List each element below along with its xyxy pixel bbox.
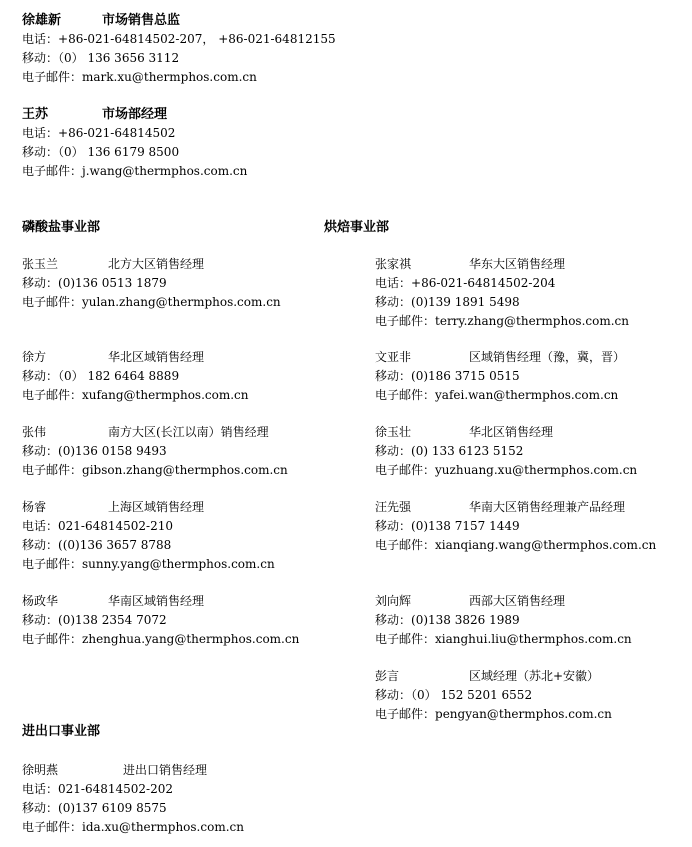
line-label: 电话： — [22, 782, 59, 796]
contact-name: 徐雄新 — [22, 13, 62, 28]
contact-line — [22, 818, 244, 837]
line-value: （0） 182 6464 8889 — [58, 369, 180, 383]
contact-line — [22, 274, 281, 293]
line-value: (0)137 6109 8575 — [58, 801, 167, 815]
contact-header — [22, 105, 247, 124]
line-value: 021-64814502-210 — [58, 519, 174, 533]
contact-line — [375, 367, 625, 386]
contact-line — [22, 367, 248, 386]
contact-line-mobile — [22, 143, 247, 162]
contact-phosphate-2 — [22, 423, 288, 480]
contact-header — [22, 498, 275, 517]
line-value[interactable]: yulan.zhang@thermphos.com.cn — [82, 295, 281, 309]
line-label: 电话： — [22, 32, 59, 46]
line-label: 电子邮件： — [22, 463, 83, 477]
line-label: 移动： — [22, 538, 59, 552]
line-value[interactable]: sunny.yang@thermphos.com.cn — [82, 557, 275, 571]
line-value: +86-021-64814502 — [58, 126, 176, 140]
contact-line — [22, 555, 275, 574]
line-label: 电子邮件： — [22, 164, 83, 178]
line-value: 021-64814502-202 — [58, 782, 174, 796]
contact-title: 华南区域销售经理 — [108, 594, 205, 608]
line-value[interactable]: j.wang@thermphos.com.cn — [82, 164, 248, 178]
line-value: (0)136 0158 9493 — [58, 444, 167, 458]
line-label: 电话： — [22, 126, 59, 140]
contact-name: 文亚非 — [375, 350, 412, 364]
contact-line — [22, 780, 244, 799]
line-label: 电子邮件： — [375, 388, 436, 402]
contact-title: 南方大区(长江以南）销售经理 — [108, 425, 269, 439]
line-label: 移动： — [375, 369, 412, 383]
line-label: 电子邮件： — [22, 557, 83, 571]
contact-title: 华北区销售经理 — [469, 425, 554, 439]
line-label: 电子邮件： — [22, 295, 83, 309]
line-value[interactable]: mark.xu@thermphos.com.cn — [82, 70, 257, 84]
line-label: 电子邮件： — [22, 388, 83, 402]
contact-name: 杨睿 — [22, 500, 47, 514]
contact-title: 西部大区销售经理 — [469, 594, 566, 608]
contact-header — [375, 255, 629, 274]
contact-line-email — [22, 68, 336, 87]
contact-line — [375, 517, 656, 536]
contact-title: 进出口销售经理 — [123, 763, 208, 777]
contact-header — [22, 348, 248, 367]
contact-bakery-4 — [375, 592, 632, 649]
line-label: 移动： — [375, 613, 412, 627]
contact-header — [22, 761, 244, 780]
contact-name: 张家祺 — [375, 257, 412, 271]
contact-title: 区域销售经理（豫，冀，晋） — [469, 350, 626, 364]
contact-line-phone — [22, 124, 247, 143]
contact-header — [375, 498, 656, 517]
line-label: 移动： — [22, 51, 59, 65]
section-heading-export: 进出口事业部 — [22, 724, 101, 739]
contact-line — [375, 630, 632, 649]
line-label: 电子邮件： — [375, 538, 436, 552]
line-value[interactable]: terry.zhang@thermphos.com.cn — [435, 314, 629, 328]
line-label: 移动： — [22, 369, 59, 383]
contact-header — [375, 667, 612, 686]
contact-bakery-0 — [375, 255, 629, 331]
section-heading-bakery: 烘焙事业部 — [324, 220, 390, 235]
contact-header — [375, 423, 637, 442]
line-value: (0)138 7157 1449 — [411, 519, 520, 533]
line-label: 移动： — [22, 145, 59, 159]
contact-line — [22, 293, 281, 312]
contact-line — [375, 274, 629, 293]
contact-name: 王苏 — [22, 107, 49, 122]
line-label: 电子邮件： — [375, 314, 436, 328]
line-label: 电话： — [375, 276, 412, 290]
contact-header — [22, 255, 281, 274]
contact-name: 刘向辉 — [375, 594, 412, 608]
contact-top-0 — [22, 11, 336, 87]
line-value: (0) 133 6123 5152 — [411, 444, 524, 458]
contact-line-email — [22, 162, 247, 181]
contact-line-mobile — [22, 49, 336, 68]
contact-bakery-1 — [375, 348, 625, 405]
contact-line — [22, 442, 288, 461]
line-value[interactable]: xianqiang.wang@thermphos.com.cn — [435, 538, 657, 552]
line-value[interactable]: xianghui.liu@thermphos.com.cn — [435, 632, 632, 646]
contact-bakery-3 — [375, 498, 656, 555]
contact-name: 张伟 — [22, 425, 47, 439]
contact-header — [22, 592, 299, 611]
contact-title: 华东大区销售经理 — [469, 257, 566, 271]
line-value[interactable]: gibson.zhang@thermphos.com.cn — [82, 463, 288, 477]
contact-line — [22, 630, 299, 649]
contact-line — [375, 293, 629, 312]
line-label: 电子邮件： — [22, 632, 83, 646]
contact-title: 北方大区销售经理 — [108, 257, 205, 271]
contact-line — [375, 611, 632, 630]
line-value: （0） 136 3656 3112 — [58, 51, 180, 65]
contact-line — [22, 386, 248, 405]
contact-top-1 — [22, 105, 247, 181]
contact-line — [22, 611, 299, 630]
line-value: （0） 136 6179 8500 — [58, 145, 180, 159]
contact-name: 彭言 — [375, 669, 400, 683]
contact-line — [22, 799, 244, 818]
contact-name: 张玉兰 — [22, 257, 59, 271]
line-value[interactable]: zhenghua.yang@thermphos.com.cn — [82, 632, 300, 646]
contact-bakery-5 — [375, 667, 612, 724]
contact-line-phone — [22, 30, 336, 49]
contact-phosphate-3 — [22, 498, 275, 574]
contact-phosphate-0 — [22, 255, 281, 312]
line-value: (0)139 1891 5498 — [411, 295, 520, 309]
contact-title: 市场销售总监 — [102, 13, 181, 28]
contact-line — [22, 461, 288, 480]
contact-header — [22, 423, 288, 442]
contact-bakery-2 — [375, 423, 637, 480]
line-label: 电话： — [22, 519, 59, 533]
line-value: (0)138 3826 1989 — [411, 613, 520, 627]
line-value[interactable]: pengyan@thermphos.com.cn — [435, 707, 612, 721]
line-label: 移动： — [375, 295, 412, 309]
line-label: 电子邮件： — [375, 463, 436, 477]
line-label: 移动： — [22, 444, 59, 458]
contact-line — [22, 536, 275, 555]
line-label: 移动： — [22, 801, 59, 815]
contact-line — [375, 461, 637, 480]
contact-name: 徐明燕 — [22, 763, 59, 777]
line-label: 电子邮件： — [22, 820, 83, 834]
contact-export-0 — [22, 761, 244, 837]
contact-line — [375, 536, 656, 555]
contact-line — [375, 686, 612, 705]
line-label: 电子邮件： — [375, 707, 436, 721]
line-value: +86-021-64814502-204 — [411, 276, 556, 290]
contact-header — [22, 11, 336, 30]
line-value: ((0)136 3657 8788 — [58, 538, 172, 552]
contact-phosphate-4 — [22, 592, 299, 649]
contact-title: 区域经理（苏北+安徽） — [469, 669, 600, 683]
line-label: 电子邮件： — [375, 632, 436, 646]
contact-name: 杨政华 — [22, 594, 59, 608]
line-value[interactable]: ida.xu@thermphos.com.cn — [82, 820, 244, 834]
contact-name: 徐方 — [22, 350, 47, 364]
line-value: +86-021-64814502-207， +86-021-64812155 — [58, 32, 336, 46]
line-value[interactable]: yuzhuang.xu@thermphos.com.cn — [435, 463, 638, 477]
line-label: 移动： — [375, 444, 412, 458]
contact-line — [22, 517, 275, 536]
contact-line — [375, 442, 637, 461]
line-label: 移动： — [375, 688, 412, 702]
line-value: (0)186 3715 0515 — [411, 369, 520, 383]
line-label: 电子邮件： — [22, 70, 83, 84]
line-label: 移动： — [375, 519, 412, 533]
contact-title: 华南大区销售经理兼产品经理 — [469, 500, 626, 514]
contact-header — [375, 592, 632, 611]
contact-name: 汪先强 — [375, 500, 412, 514]
contact-line — [375, 705, 612, 724]
contact-title: 华北区域销售经理 — [108, 350, 205, 364]
line-value: （0） 152 5201 6552 — [411, 688, 533, 702]
line-value: (0)136 0513 1879 — [58, 276, 167, 290]
contact-title: 上海区域销售经理 — [108, 500, 205, 514]
contact-name: 徐玉壮 — [375, 425, 412, 439]
contact-line — [375, 386, 625, 405]
line-label: 移动： — [22, 276, 59, 290]
contact-phosphate-1 — [22, 348, 248, 405]
contact-header — [375, 348, 625, 367]
line-value: (0)138 2354 7072 — [58, 613, 167, 627]
line-value[interactable]: xufang@thermphos.com.cn — [82, 388, 249, 402]
line-label: 移动： — [22, 613, 59, 627]
section-heading-phosphate: 磷酸盐事业部 — [22, 220, 101, 235]
contact-line — [375, 312, 629, 331]
contact-title: 市场部经理 — [102, 107, 168, 122]
line-value[interactable]: yafei.wan@thermphos.com.cn — [435, 388, 619, 402]
